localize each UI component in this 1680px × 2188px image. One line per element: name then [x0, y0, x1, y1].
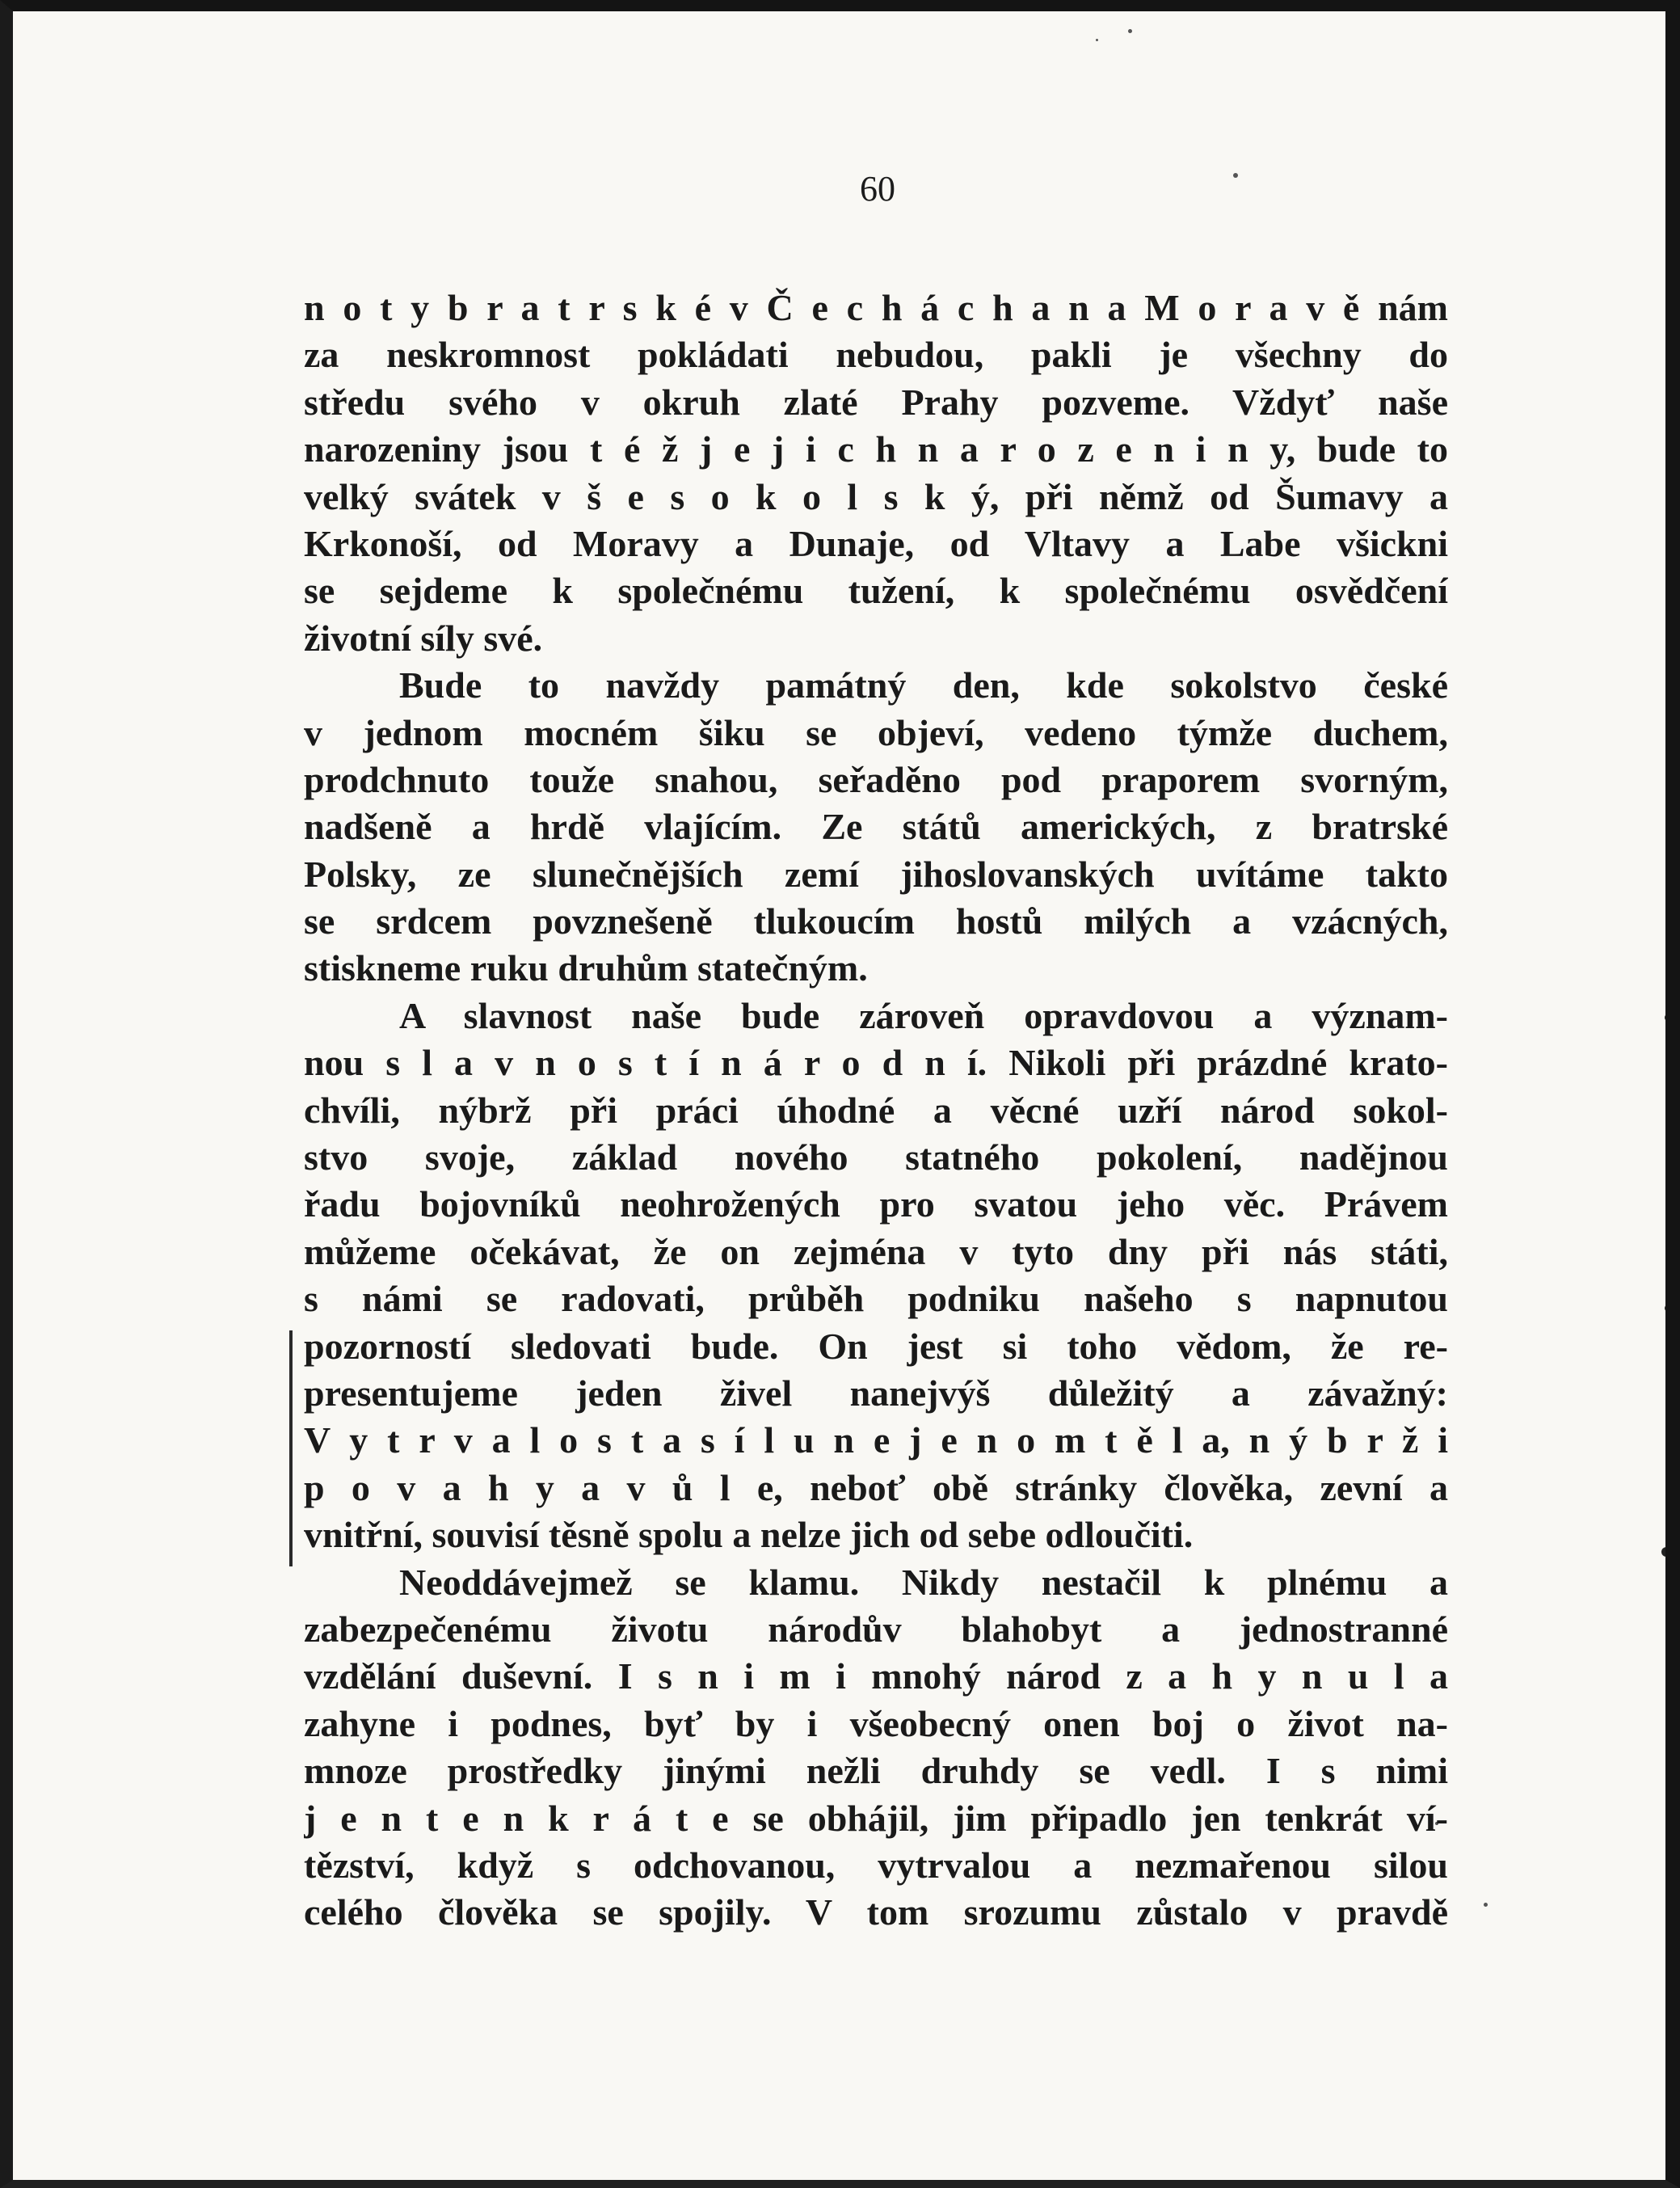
text-line: se srdcem povznešeně tlukoucím hostů milých a vzácných,: [304, 900, 1448, 942]
text-line: prodchnuto touže snahou, seřaděno pod praporem svorným,: [304, 758, 1448, 800]
margin-mark: [289, 1330, 293, 1566]
text-line: Neoddávejmež se klamu. Nikdy nestačil k plnému a: [399, 1561, 1448, 1603]
text-line: životní síly své.: [304, 617, 543, 659]
text-line: vnitřní, souvisí těsně spolu a nelze jich od sebe odloučiti.: [304, 1514, 1194, 1556]
text-line: p o v a h y a v ů l e, neboť obě stránky člověka, zevní a: [304, 1466, 1448, 1508]
text-line: j e n t e n k r á t e se obhájil, jim připadlo jen tenkrát ví-: [304, 1797, 1448, 1839]
text-line: Bude to navždy památný den, kde sokolstvo české: [399, 664, 1448, 706]
text-line: středu svého v okruh zlaté Prahy pozveme. Vždyť naše: [304, 381, 1448, 423]
text-line: řadu bojovníků neohrožených pro svatou jeho věc. Právem: [304, 1183, 1448, 1225]
text-line: A slavnost naše bude zároveň opravdovou a význam-: [399, 994, 1448, 1036]
page-number: 60: [860, 169, 895, 209]
text-line: tězství, když s odchovanou, vytrvalou a nezmařenou silou: [304, 1844, 1448, 1886]
text-line: chvíli, nýbrž při práci úhodné a věcné uzří národ sokol-: [304, 1089, 1448, 1131]
text-line: narozeniny jsou t é ž j e j i c h n a r o z e n i n y, bude to: [304, 428, 1448, 470]
text-line: presentujeme jeden živel nanejvýš důležitý a závažný:: [304, 1372, 1448, 1414]
text-line: se sejdeme k společnému tužení, k společnému osvědčení: [304, 570, 1448, 612]
text-line: Krkonoší, od Moravy a Dunaje, od Vltavy a Labe všickni: [304, 522, 1448, 564]
text-line: stvo svoje, základ nového statného pokolení, nadějnou: [304, 1136, 1448, 1178]
text-line: Polsky, ze slunečnějších zemí jihoslovanských uvítáme takto: [304, 853, 1448, 895]
text-line: stiskneme ruku druhům statečným.: [304, 947, 868, 989]
text-line: pozorností sledovati bude. On jest si toho vědom, že re-: [304, 1325, 1448, 1367]
text-line: za neskromnost pokládati nebudou, pakli je všechny do: [304, 334, 1448, 376]
body-text: [304, 285, 1448, 1937]
text-line: s námi se radovati, průběh podniku našeho s napnutou: [304, 1278, 1448, 1320]
text-line: nadšeně a hrdě vlajícím. Ze států amerických, z bratrské: [304, 806, 1448, 848]
text-line: v jednom mocném šiku se objeví, vedeno týmže duchem,: [304, 711, 1448, 753]
text-line: vzdělání duševní. I s n i m i mnohý národ z a h y n u l a: [304, 1655, 1448, 1697]
text-line: můžeme očekávat, že on zejména v tyto dny při nás státi,: [304, 1230, 1448, 1272]
text-line: velký svátek v š e s o k o l s k ý, při němž od Šumavy a: [304, 475, 1448, 517]
text-line: zahyne i podnes, byť by i všeobecný onen boj o život na-: [304, 1702, 1448, 1744]
text-line: zabezpečenému životu národův blahobyt a jednostranné: [304, 1608, 1448, 1650]
text-line: celého člověka se spojily. V tom srozumu zůstalo v pravdě: [304, 1891, 1448, 1933]
text-line: n o t y b r a t r s k é v Č e c h á c h a n a M o r a v ě nám: [304, 287, 1448, 328]
text-line: V y t r v a l o s t a s í l u n e j e n o m t ě l a, n ý b r ž i: [304, 1419, 1448, 1461]
text-line: mnoze prostředky jinými nežli druhdy se vedl. I s nimi: [304, 1750, 1448, 1792]
text-line: nou s l a v n o s t í n á r o d n í. Nikoli při prázdné krato-: [304, 1042, 1448, 1084]
